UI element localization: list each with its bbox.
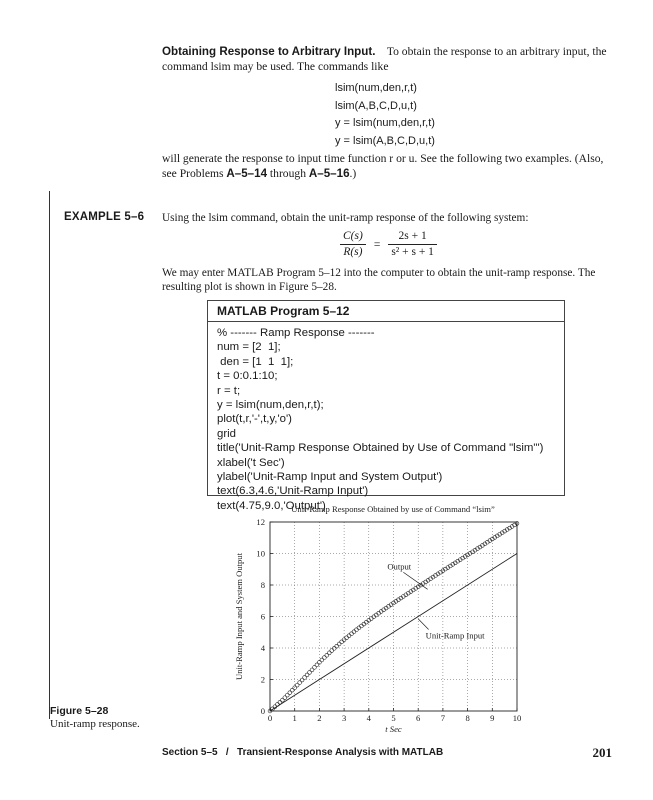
output-marker [278,700,282,704]
output-marker [330,649,334,653]
code-line: r = t; [217,384,241,397]
output-marker [335,644,339,648]
equation-rhs-denominator: s² + s + 1 [391,246,434,258]
output-marker [364,620,368,624]
output-marker [355,628,359,632]
figure-number: Figure 5–28 [50,705,109,717]
chart-grid [270,522,517,711]
code-line: grid [217,427,236,440]
code-line: den = [1 1 1]; [217,355,294,368]
code-line: t = 0:0.1:10; [217,370,278,383]
code-line: text(4.75,9.0,'Output') [217,499,326,512]
output-marker [322,656,326,660]
y-tick-label: 12 [256,517,265,527]
y-tick-label: 0 [260,706,265,716]
x-tick-label: 9 [490,713,495,723]
x-tick-label: 0 [267,713,273,723]
equation-lhs [340,229,366,260]
code-line: y = lsim(num,den,r,t); [217,399,324,412]
code-line: % ------- Ramp Response ------- [217,327,375,339]
x-tick-label: 8 [465,713,470,723]
generate-paragraph [162,151,610,181]
output-marker [345,636,349,640]
x-tick-label: 6 [416,713,421,723]
problem-ref-end: A–5–16 [308,167,350,180]
x-tick-label: 10 [512,713,522,723]
page-footer [162,747,612,758]
y-tick-label: 8 [260,580,265,590]
output-annotation: Output [387,561,412,572]
y-tick-label: 6 [260,611,265,622]
equation-rhs [388,229,437,260]
example-margin-rule [49,191,50,719]
generate-end: .) [349,167,357,180]
code-line: xlabel('t Sec') [217,456,285,469]
matlab-program-box [207,300,565,512]
page-number: 201 [592,745,612,760]
output-marker [362,622,366,626]
command-line: y = lsim(A,B,C,D,u,t) [335,134,435,147]
command-list [335,80,435,150]
x-tick-label: 7 [440,713,446,723]
command-line: lsim(num,den,r,t) [335,82,417,94]
chart-title: Unit-Ramp Response Obtained by use of Command “lsim” [291,504,495,514]
code-line: text(6.3,4.6,'Unit-Ramp Input') [217,485,369,498]
output-marker [325,653,329,657]
equation-rhs-numerator: 2s + 1 [388,229,437,245]
program-title: MATLAB Program 5–12 [208,301,564,322]
ramp-annotation: Unit-Ramp Input [425,630,485,641]
intro-paragraph [162,44,608,74]
x-tick-label: 2 [317,713,322,723]
output-marker [327,651,331,655]
intro-text: To obtain the response to an arbitrary input, the command lsim may be used. The commands like [162,45,607,73]
command-line: y = lsim(num,den,r,t) [335,117,435,129]
figure-caption-text: Unit-ramp response. [50,718,140,730]
y-tick-label: 10 [256,548,265,559]
output-marker [359,624,363,628]
code-line: ylabel('Unit-Ramp Input and System Output') [217,471,443,484]
problem-ref-start: A–5–14 [226,167,268,180]
x-tick-label: 4 [366,713,371,723]
footer-section-text: Section 5–5 / Transient-Response Analysis with MATLAB [162,747,444,758]
example-text: Using the lsim command, obtain the unit-ramp response of the following system: [162,212,529,224]
x-tick-label: 5 [391,713,396,723]
generate-text: will generate the response to input time function r or u. See the following two examples. (Also, see Problems [162,152,604,180]
output-marker [352,630,356,634]
code-line: num = [2 1]; [217,341,281,354]
x-tick-label: 3 [341,713,347,723]
x-axis-label: t Sec [385,724,402,734]
code-line: title('Unit-Ramp Response Obtained by Use of Command "lsim"') [217,442,544,455]
y-tick-label: 2 [260,674,265,685]
program-code [217,326,543,513]
equation-lhs-numerator: C(s) [340,229,366,245]
output-marker [357,626,361,630]
equals-sign: = [373,238,381,251]
output-marker [347,634,351,638]
ramp-annotation-arrow [418,619,428,630]
output-marker [320,658,324,662]
command-line: lsim(A,B,C,D,u,t) [335,99,417,112]
y-axis-label: Unit-Ramp Input and System Output [234,553,244,680]
y-tick-label: 4 [260,643,265,653]
output-marker [350,632,354,636]
example-label: EXAMPLE 5–6 [64,211,145,223]
transfer-function-equation [340,229,437,260]
ramp-response-chart [228,500,528,745]
output-marker [332,646,336,650]
intro-heading: Obtaining Response to Arbitrary Input. [162,45,376,58]
x-tick-label: 1 [292,713,297,723]
example-paragraph-2: We may enter MATLAB Program 5–12 into the computer to obtain the unit-ramp response. The resulting plot is shown in Figure 5–28. [162,267,596,293]
generate-mid: through [267,167,309,180]
code-line: plot(t,r,'-',t,y,'o') [217,413,292,426]
equation-lhs-denominator: R(s) [343,246,363,258]
figure-caption [50,705,140,731]
output-marker [337,642,341,646]
output-marker [340,640,344,644]
